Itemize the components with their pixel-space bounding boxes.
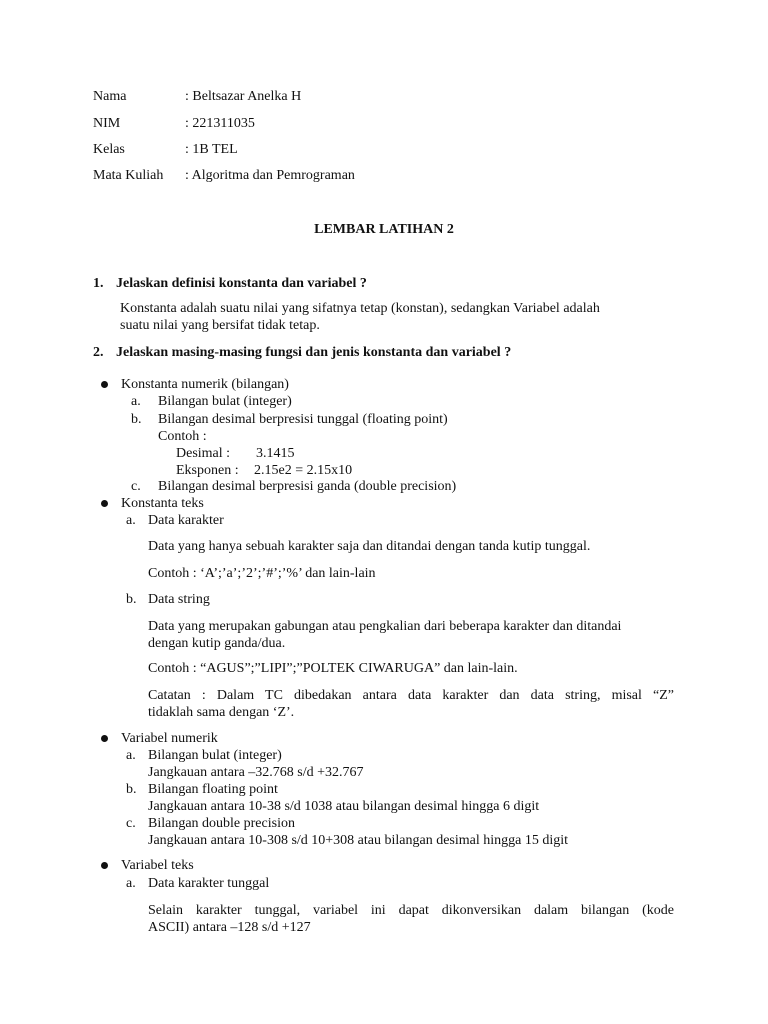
list-marker: b. bbox=[126, 592, 137, 607]
eksponen-label: Eksponen : bbox=[176, 463, 239, 478]
variabel-numerik-heading: Variabel numerik bbox=[121, 731, 218, 746]
variabel-teks-heading: Variabel teks bbox=[121, 858, 194, 873]
q2-number: 2. bbox=[93, 345, 104, 360]
data-karakter-desc: Data yang hanya sebuah karakter saja dan ditandai dengan tanda kutip tunggal. bbox=[148, 539, 591, 554]
nama-value: : Beltsazar Anelka H bbox=[185, 89, 302, 104]
list-marker: a. bbox=[126, 748, 136, 763]
nim-label: NIM bbox=[93, 116, 121, 131]
q1-number: 1. bbox=[93, 276, 104, 291]
list-marker: a. bbox=[126, 513, 136, 528]
list-item: Bilangan bulat (integer) bbox=[148, 748, 282, 763]
list-marker: a. bbox=[126, 876, 136, 891]
q1-answer-line1: Konstanta adalah suatu nilai yang sifatnya tetap (konstan), sedangkan Variabel adalah bbox=[120, 301, 600, 316]
kelas-value: : 1B TEL bbox=[185, 142, 238, 157]
catatan-line2: tidaklah sama dengan ‘Z’. bbox=[148, 705, 295, 720]
bullet-icon bbox=[101, 381, 108, 388]
q1-answer-line2: suatu nilai yang bersifat tidak tetap. bbox=[120, 318, 320, 333]
desimal-label: Desimal : bbox=[176, 446, 231, 461]
list-marker: c. bbox=[126, 816, 136, 831]
list-item: Bilangan double precision bbox=[148, 816, 295, 831]
range-text: Jangkauan antara 10-38 s/d 1038 atau bilangan desimal hingga 6 digit bbox=[148, 799, 540, 814]
karakter-tunggal-desc-line1: Selain karakter tunggal, variabel ini dapat dikonversikan dalam bilangan (kode bbox=[148, 903, 674, 918]
desimal-value: 3.1415 bbox=[256, 446, 295, 461]
kelas-label: Kelas bbox=[93, 142, 125, 157]
data-string-desc-line2: dengan kutip ganda/dua. bbox=[148, 636, 286, 651]
list-item: Data string bbox=[148, 592, 210, 607]
catatan-line1: Catatan : Dalam TC dibedakan antara data karakter dan data string, misal “Z” bbox=[148, 688, 674, 703]
list-marker: c. bbox=[131, 479, 141, 494]
list-item: Bilangan desimal berpresisi ganda (double precision) bbox=[158, 479, 457, 494]
data-string-desc-line1: Data yang merupakan gabungan atau pengkalian dari beberapa karakter dan ditandai bbox=[148, 619, 622, 634]
q2-question: Jelaskan masing-masing fungsi dan jenis konstanta dan variabel ? bbox=[116, 345, 512, 360]
list-marker: b. bbox=[126, 782, 137, 797]
mata-kuliah-label: Mata Kuliah bbox=[93, 168, 164, 183]
list-item: Data karakter tunggal bbox=[148, 876, 270, 891]
list-item: Bilangan desimal berpresisi tunggal (floating point) bbox=[158, 412, 448, 427]
nama-label: Nama bbox=[93, 89, 127, 104]
list-item: Data karakter bbox=[148, 513, 224, 528]
contoh-label: Contoh : bbox=[158, 429, 207, 444]
list-item: Bilangan bulat (integer) bbox=[158, 394, 292, 409]
q1-question: Jelaskan definisi konstanta dan variabel ? bbox=[116, 276, 367, 291]
karakter-tunggal-desc-line2: ASCII) antara –128 s/d +127 bbox=[148, 920, 311, 935]
bullet-icon bbox=[101, 862, 108, 869]
eksponen-value: 2.15e2 = 2.15x10 bbox=[254, 463, 353, 478]
bullet-icon bbox=[101, 735, 108, 742]
range-text: Jangkauan antara –32.768 s/d +32.767 bbox=[148, 765, 364, 780]
nim-value: : 221311035 bbox=[185, 116, 255, 131]
data-string-contoh: Contoh : “AGUS”;”LIPI”;”POLTEK CIWARUGA” dan lain-lain. bbox=[148, 661, 518, 676]
list-item: Bilangan floating point bbox=[148, 782, 278, 797]
mata-kuliah-value: : Algoritma dan Pemrograman bbox=[185, 168, 355, 183]
list-marker: b. bbox=[131, 412, 142, 427]
range-text: Jangkauan antara 10-308 s/d 10+308 atau bilangan desimal hingga 15 digit bbox=[148, 833, 569, 848]
list-marker: a. bbox=[131, 394, 141, 409]
data-karakter-contoh: Contoh : ‘A’;’a’;’2’;’#’;’%’ dan lain-lain bbox=[148, 566, 376, 581]
bullet-icon bbox=[101, 500, 108, 507]
page-title: LEMBAR LATIHAN 2 bbox=[314, 222, 454, 237]
konstanta-teks-heading: Konstanta teks bbox=[121, 496, 204, 511]
konstanta-numerik-heading: Konstanta numerik (bilangan) bbox=[121, 377, 289, 392]
